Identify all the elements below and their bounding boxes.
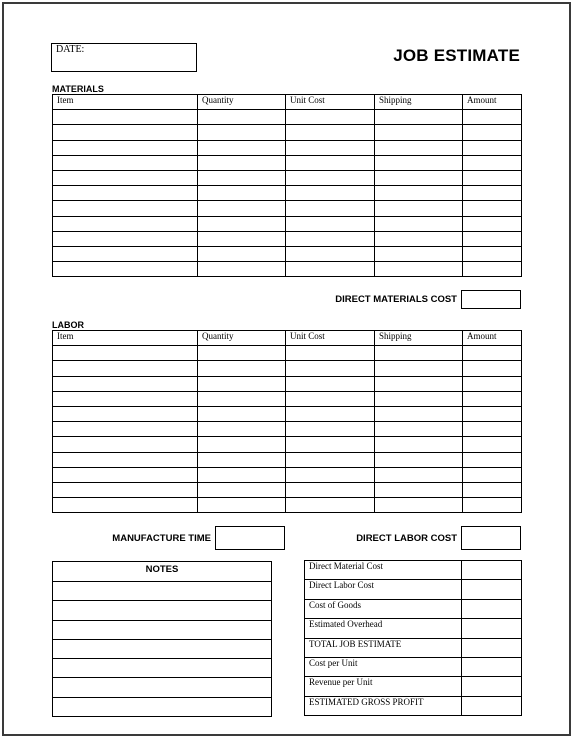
- labor-table-cell[interactable]: [375, 437, 463, 452]
- labor-table-cell[interactable]: [53, 422, 198, 437]
- summary-table: [304, 560, 522, 716]
- materials-table-cell[interactable]: [463, 201, 522, 216]
- materials-table-cell[interactable]: [198, 262, 286, 277]
- labor-table-cell[interactable]: [286, 346, 375, 361]
- materials-table-cell[interactable]: [53, 216, 198, 231]
- direct-labor-cost-field[interactable]: [461, 526, 521, 550]
- labor-table-cell[interactable]: [53, 376, 198, 391]
- column-header-shipping: Shipping: [375, 95, 463, 110]
- materials-table-cell[interactable]: [286, 216, 375, 231]
- labor-table-cell[interactable]: [198, 452, 286, 467]
- materials-table-row: [53, 262, 522, 277]
- labor-table-cell[interactable]: [53, 346, 198, 361]
- labor-table-row: [53, 376, 522, 391]
- labor-table-row: [53, 482, 522, 497]
- summary-row-value[interactable]: [462, 599, 522, 618]
- materials-table-cell[interactable]: [53, 125, 198, 140]
- labor-table-row: [53, 422, 522, 437]
- materials-table-cell[interactable]: [198, 155, 286, 170]
- materials-table-row: [53, 155, 522, 170]
- materials-table-cell[interactable]: [463, 262, 522, 277]
- summary-row-label: Direct Labor Cost: [305, 580, 462, 599]
- summary-row-label: Revenue per Unit: [305, 677, 462, 696]
- labor-table-cell[interactable]: [198, 407, 286, 422]
- labor-table-cell[interactable]: [53, 467, 198, 482]
- labor-table-cell[interactable]: [286, 437, 375, 452]
- notes-row: [53, 639, 272, 658]
- labor-table-cell[interactable]: [463, 482, 522, 497]
- labor-table-cell[interactable]: [53, 391, 198, 406]
- materials-table-cell[interactable]: [286, 201, 375, 216]
- labor-table-cell[interactable]: [53, 452, 198, 467]
- labor-table-cell[interactable]: [375, 452, 463, 467]
- materials-table-cell[interactable]: [53, 262, 198, 277]
- materials-table-cell[interactable]: [286, 171, 375, 186]
- materials-table-cell[interactable]: [375, 155, 463, 170]
- notes-cell[interactable]: [53, 697, 272, 716]
- materials-table-cell[interactable]: [198, 110, 286, 125]
- column-header-shipping: Shipping: [375, 331, 463, 346]
- labor-table-cell[interactable]: [53, 361, 198, 376]
- materials-table-cell[interactable]: [198, 140, 286, 155]
- labor-table-cell[interactable]: [53, 407, 198, 422]
- labor-table-cell[interactable]: [53, 437, 198, 452]
- materials-section-label: MATERIALS: [52, 84, 104, 94]
- materials-table-cell[interactable]: [286, 125, 375, 140]
- materials-table-cell[interactable]: [286, 246, 375, 261]
- summary-row: [305, 696, 522, 715]
- column-header-item: Item: [53, 331, 198, 346]
- notes-heading: NOTES: [53, 562, 272, 582]
- labor-table-cell[interactable]: [53, 498, 198, 513]
- labor-table-cell[interactable]: [375, 346, 463, 361]
- materials-table-row: [53, 140, 522, 155]
- materials-table-cell[interactable]: [463, 125, 522, 140]
- summary-row-value[interactable]: [462, 657, 522, 676]
- materials-table-cell[interactable]: [198, 125, 286, 140]
- materials-table-row: [53, 171, 522, 186]
- summary-row-label: Estimated Overhead: [305, 619, 462, 638]
- labor-table-row: [53, 467, 522, 482]
- labor-table-cell[interactable]: [463, 452, 522, 467]
- materials-table-row: [53, 186, 522, 201]
- materials-table-cell[interactable]: [286, 140, 375, 155]
- notes-cell[interactable]: [53, 639, 272, 658]
- materials-table-cell[interactable]: [463, 186, 522, 201]
- date-label: DATE:: [56, 44, 85, 55]
- labor-table-cell[interactable]: [375, 391, 463, 406]
- labor-table-cell[interactable]: [375, 482, 463, 497]
- labor-table-row: [53, 391, 522, 406]
- summary-row: [305, 657, 522, 676]
- materials-table-row: [53, 110, 522, 125]
- labor-table-cell[interactable]: [463, 376, 522, 391]
- materials-table-cell[interactable]: [375, 171, 463, 186]
- materials-table-cell[interactable]: [53, 171, 198, 186]
- materials-table-cell[interactable]: [198, 201, 286, 216]
- summary-row: [305, 619, 522, 638]
- direct-materials-cost-label: DIRECT MATERIALS COST: [335, 294, 457, 305]
- materials-table-row: [53, 201, 522, 216]
- labor-table-cell[interactable]: [375, 498, 463, 513]
- summary-row-label: TOTAL JOB ESTIMATE: [305, 638, 462, 657]
- labor-table-cell[interactable]: [286, 452, 375, 467]
- notes-row: [53, 620, 272, 639]
- summary-row-value[interactable]: [462, 638, 522, 657]
- notes-cell[interactable]: [53, 659, 272, 678]
- labor-table-row: [53, 437, 522, 452]
- column-header-unit-cost: Unit Cost: [286, 95, 375, 110]
- materials-table-cell[interactable]: [286, 110, 375, 125]
- notes-cell[interactable]: [53, 620, 272, 639]
- labor-table-cell[interactable]: [198, 346, 286, 361]
- column-header-unit-cost: Unit Cost: [286, 331, 375, 346]
- column-header-quantity: Quantity: [198, 95, 286, 110]
- labor-table-cell[interactable]: [286, 498, 375, 513]
- materials-table-cell[interactable]: [53, 140, 198, 155]
- materials-table-cell[interactable]: [463, 171, 522, 186]
- summary-row-value[interactable]: [462, 580, 522, 599]
- materials-table-cell[interactable]: [375, 201, 463, 216]
- labor-table-cell[interactable]: [375, 467, 463, 482]
- labor-table-cell[interactable]: [198, 376, 286, 391]
- materials-table-cell[interactable]: [198, 171, 286, 186]
- materials-table-cell[interactable]: [375, 186, 463, 201]
- labor-table-cell[interactable]: [286, 407, 375, 422]
- column-header-item: Item: [53, 95, 198, 110]
- summary-row: [305, 677, 522, 696]
- labor-table-cell[interactable]: [463, 391, 522, 406]
- summary-row-value[interactable]: [462, 561, 522, 580]
- labor-table-cell[interactable]: [198, 391, 286, 406]
- materials-header-row: [53, 95, 522, 110]
- labor-table-row: [53, 498, 522, 513]
- labor-table-cell[interactable]: [286, 391, 375, 406]
- materials-table-cell[interactable]: [198, 216, 286, 231]
- notes-row: [53, 697, 272, 716]
- materials-table-cell[interactable]: [286, 186, 375, 201]
- materials-table-row: [53, 216, 522, 231]
- materials-table-cell[interactable]: [463, 140, 522, 155]
- manufacture-time-field[interactable]: [215, 526, 285, 550]
- labor-table-cell[interactable]: [463, 437, 522, 452]
- column-header-amount: Amount: [463, 95, 522, 110]
- materials-table-cell[interactable]: [53, 201, 198, 216]
- manufacture-time-label: MANUFACTURE TIME: [112, 533, 211, 544]
- labor-table-cell[interactable]: [463, 498, 522, 513]
- labor-table-cell[interactable]: [286, 361, 375, 376]
- labor-table-cell[interactable]: [463, 407, 522, 422]
- labor-table-cell[interactable]: [463, 467, 522, 482]
- labor-table-cell[interactable]: [375, 376, 463, 391]
- materials-table-cell[interactable]: [375, 231, 463, 246]
- summary-row: [305, 638, 522, 657]
- materials-table-cell[interactable]: [375, 125, 463, 140]
- notes-cell[interactable]: [53, 678, 272, 697]
- labor-table: [52, 330, 522, 513]
- summary-row-value[interactable]: [462, 677, 522, 696]
- materials-table-cell[interactable]: [198, 231, 286, 246]
- labor-table-cell[interactable]: [375, 361, 463, 376]
- materials-table-cell[interactable]: [375, 140, 463, 155]
- materials-table-cell[interactable]: [53, 110, 198, 125]
- page-title: JOB ESTIMATE: [393, 46, 520, 65]
- labor-table-cell[interactable]: [53, 482, 198, 497]
- summary-row-label: ESTIMATED GROSS PROFIT: [305, 696, 462, 715]
- labor-table-cell[interactable]: [375, 407, 463, 422]
- labor-table-row: [53, 346, 522, 361]
- materials-table-cell[interactable]: [463, 246, 522, 261]
- materials-table-row: [53, 125, 522, 140]
- materials-table-cell[interactable]: [53, 155, 198, 170]
- materials-table-cell[interactable]: [375, 110, 463, 125]
- summary-row-label: Direct Material Cost: [305, 561, 462, 580]
- labor-table-cell[interactable]: [198, 467, 286, 482]
- materials-table-cell[interactable]: [463, 216, 522, 231]
- materials-table-cell[interactable]: [53, 231, 198, 246]
- notes-cell[interactable]: [53, 582, 272, 601]
- column-header-quantity: Quantity: [198, 331, 286, 346]
- summary-row-label: Cost of Goods: [305, 599, 462, 618]
- materials-table-cell[interactable]: [286, 231, 375, 246]
- materials-table-cell[interactable]: [375, 262, 463, 277]
- labor-table-row: [53, 361, 522, 376]
- materials-table-row: [53, 246, 522, 261]
- summary-row: [305, 561, 522, 580]
- materials-table-cell[interactable]: [286, 262, 375, 277]
- labor-table-row: [53, 452, 522, 467]
- materials-table-cell[interactable]: [53, 246, 198, 261]
- labor-table-cell[interactable]: [463, 361, 522, 376]
- labor-table-cell[interactable]: [198, 498, 286, 513]
- materials-table-cell[interactable]: [375, 216, 463, 231]
- labor-table-cell[interactable]: [286, 422, 375, 437]
- labor-table-cell[interactable]: [198, 482, 286, 497]
- materials-table-cell[interactable]: [463, 231, 522, 246]
- notes-table: [52, 561, 272, 717]
- summary-row: [305, 599, 522, 618]
- labor-table-cell[interactable]: [286, 467, 375, 482]
- direct-labor-cost-label: DIRECT LABOR COST: [356, 533, 457, 544]
- labor-table-cell[interactable]: [286, 482, 375, 497]
- notes-row: [53, 678, 272, 697]
- summary-row-value[interactable]: [462, 696, 522, 715]
- summary-row-value[interactable]: [462, 619, 522, 638]
- labor-section-label: LABOR: [52, 320, 84, 330]
- summary-row-label: Cost per Unit: [305, 657, 462, 676]
- labor-table-cell[interactable]: [463, 346, 522, 361]
- materials-table-cell[interactable]: [286, 155, 375, 170]
- labor-header-row: [53, 331, 522, 346]
- notes-cell[interactable]: [53, 601, 272, 620]
- notes-row: [53, 582, 272, 601]
- materials-table-row: [53, 231, 522, 246]
- materials-table-cell[interactable]: [53, 186, 198, 201]
- notes-header-row: [53, 562, 272, 582]
- date-field[interactable]: [51, 43, 197, 72]
- materials-table-cell[interactable]: [463, 155, 522, 170]
- notes-row: [53, 601, 272, 620]
- notes-row: [53, 659, 272, 678]
- direct-materials-cost-field[interactable]: [461, 290, 521, 309]
- materials-table-cell[interactable]: [198, 186, 286, 201]
- summary-row: [305, 580, 522, 599]
- labor-table-row: [53, 407, 522, 422]
- labor-table-cell[interactable]: [286, 376, 375, 391]
- materials-table: [52, 94, 522, 277]
- column-header-amount: Amount: [463, 331, 522, 346]
- materials-table-cell[interactable]: [198, 246, 286, 261]
- materials-table-cell[interactable]: [463, 110, 522, 125]
- labor-table-cell[interactable]: [375, 422, 463, 437]
- labor-table-cell[interactable]: [463, 422, 522, 437]
- materials-table-cell[interactable]: [375, 246, 463, 261]
- labor-table-cell[interactable]: [198, 361, 286, 376]
- labor-table-cell[interactable]: [198, 422, 286, 437]
- labor-table-cell[interactable]: [198, 437, 286, 452]
